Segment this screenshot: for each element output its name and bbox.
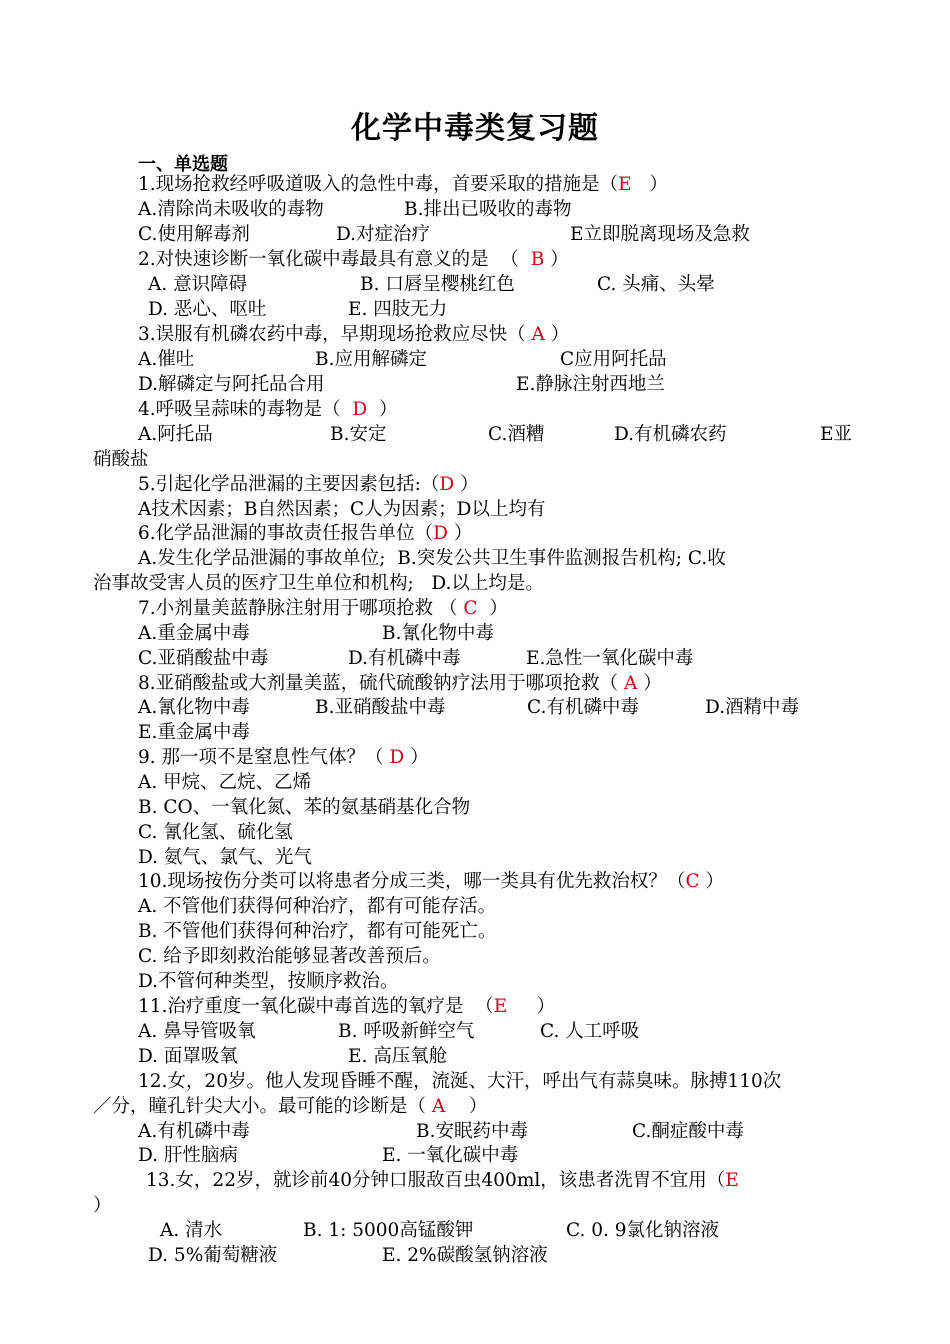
- option: A.氰化物中毒: [138, 697, 250, 718]
- option: B. 呼吸新鲜空气: [338, 1021, 475, 1042]
- option: D. 恶心、呕吐: [148, 299, 267, 320]
- answer-mark: D: [433, 523, 448, 544]
- option: C.酮症酸中毒: [632, 1121, 744, 1142]
- option: D. 氨气、氯气、光气: [138, 847, 312, 868]
- option: A.清除尚未吸收的毒物: [138, 199, 324, 220]
- answer-mark: A: [531, 324, 545, 345]
- option: C.酒糟: [488, 424, 545, 445]
- option-continuation: 治事故受害人员的医疗卫生单位和机构; D.以上均是。: [93, 573, 544, 594]
- option: D.有机磷中毒: [348, 648, 461, 669]
- option: C. 0. 9氯化钠溶液: [566, 1220, 720, 1241]
- option: B.安定: [330, 424, 387, 445]
- option: A. 甲烷、乙烷、乙烯: [138, 772, 312, 793]
- page-title: 化学中毒类复习题: [351, 111, 599, 146]
- stem-close: ）: [93, 1195, 112, 1216]
- question-stem: 12.女，20岁。他人发现昏睡不醒，流涎、大汗，呼出气有蒜臭味。脉搏110次: [138, 1071, 782, 1092]
- option: A.有机磷中毒: [138, 1121, 250, 1142]
- option: B. 1: 5000高锰酸钾: [303, 1220, 474, 1241]
- option: D.有机磷农药: [614, 424, 727, 445]
- option: E.急性一氧化碳中毒: [526, 648, 694, 669]
- option: D. 面罩吸氧: [138, 1046, 238, 1067]
- option: C.使用解毒剂: [138, 224, 250, 245]
- option: C. 头痛、头晕: [597, 274, 715, 295]
- option: E.重金属中毒: [138, 722, 250, 743]
- option: C. 给予即刻救治能够显著改善预后。: [138, 946, 441, 967]
- option: B. 口唇呈樱桃红色: [360, 274, 515, 295]
- option: B. CO、一氧化氮、苯的氨基硝基化合物: [138, 797, 471, 818]
- option: A技术因素；B自然因素；C人为因素；D以上均有: [138, 499, 546, 520]
- question-stem: 13.女，22岁，就诊前40分钟口服敌百虫400ml，该患者洗胃不宜用（E: [146, 1170, 739, 1191]
- question-stem: 1.现场抢救经呼吸道吸入的急性中毒，首要采取的措施是（E ）: [138, 174, 668, 195]
- option: C应用阿托品: [560, 349, 667, 370]
- question-stem: 5.引起化学品泄漏的主要因素包括:（D ）: [138, 474, 479, 495]
- option: B.氰化物中毒: [382, 623, 494, 644]
- option: A.重金属中毒: [138, 623, 250, 644]
- answer-mark: E: [725, 1170, 739, 1191]
- option-continuation: 硝酸盐: [93, 449, 149, 470]
- answer-mark: A: [431, 1096, 446, 1117]
- option: A.催吐: [138, 349, 195, 370]
- option: B.应用解磷定: [315, 349, 427, 370]
- answer-mark: D: [389, 747, 405, 768]
- option: D. 肝性脑病: [138, 1145, 238, 1166]
- option: B. 不管他们获得何种治疗，都有可能死亡。: [138, 921, 497, 942]
- question-stem: 7.小剂量美蓝静脉注射用于哪项抢救 （ C ）: [138, 598, 508, 619]
- option: D.不管何种类型，按顺序救治。: [138, 971, 399, 992]
- question-stem: 4.呼吸呈蒜味的毒物是（ D ）: [138, 399, 398, 420]
- option: A. 鼻导管吸氧: [138, 1021, 256, 1042]
- option: B.安眠药中毒: [416, 1121, 528, 1142]
- option: B.亚硝酸盐中毒: [315, 697, 446, 718]
- section-heading: 一、单选题: [138, 154, 228, 175]
- option: E立即脱离现场及急救: [570, 224, 751, 245]
- answer-mark: A: [624, 673, 638, 694]
- answer-mark: D: [439, 474, 455, 495]
- option: D.对症治疗: [336, 224, 431, 245]
- option: A. 不管他们获得何种治疗，都有可能存活。: [138, 896, 497, 917]
- option: E. 一氧化碳中毒: [382, 1145, 519, 1166]
- question-stem: 3.误服有机磷农药中毒，早期现场抢救应尽快（ A ）: [138, 324, 570, 345]
- option: A. 意识障碍: [148, 274, 248, 295]
- option: C.亚硝酸盐中毒: [138, 648, 269, 669]
- option: D.解磷定与阿托品合用: [138, 374, 325, 395]
- option: C.有机磷中毒: [527, 697, 639, 718]
- option: D.酒精中毒: [705, 697, 800, 718]
- option: E.静脉注射西地兰: [516, 374, 665, 395]
- option: B.排出已吸收的毒物: [404, 199, 572, 220]
- option: E亚: [820, 424, 853, 445]
- question-stem: 9. 那一项不是窒息性气体？（ D ）: [138, 747, 429, 768]
- option: E. 2%碳酸氢钠溶液: [382, 1245, 548, 1266]
- question-stem: 8.亚硝酸盐或大剂量美蓝，硫代硫酸钠疗法用于哪项抢救（ A ）: [138, 673, 662, 694]
- question-stem: 10.现场按伤分类可以将患者分成三类，哪一类具有优先救治权？（C ）: [138, 871, 724, 892]
- answer-mark: E: [618, 174, 632, 195]
- option: C. 氰化氢、硫化氢: [138, 822, 293, 843]
- option: E. 四肢无力: [348, 299, 448, 320]
- option: A.发生化学品泄漏的事故单位; B.突发公共卫生事件监测报告机构; C.收: [138, 548, 726, 569]
- option: C. 人工呼吸: [540, 1021, 640, 1042]
- question-stem: 2.对快速诊断一氧化碳中毒最具有意义的是 （ B ）: [138, 249, 569, 270]
- option: E. 高压氧舱: [348, 1046, 448, 1067]
- answer-mark: D: [352, 399, 368, 420]
- question-stem: 6.化学品泄漏的事故责任报告单位（D ）: [138, 523, 473, 544]
- answer-mark: C: [685, 871, 700, 892]
- answer-mark: C: [463, 598, 478, 619]
- question-stem: 11.治疗重度一氧化碳中毒首选的氧疗是 （E ）: [138, 996, 556, 1017]
- answer-mark: B: [530, 249, 545, 270]
- option: A.阿托品: [138, 424, 213, 445]
- option: A. 清水: [160, 1220, 223, 1241]
- option: D. 5%葡萄糖液: [148, 1245, 278, 1266]
- answer-mark: E: [493, 996, 508, 1017]
- question-stem-continuation: ／分，瞳孔针尖大小。最可能的诊断是（ A ）: [93, 1096, 488, 1117]
